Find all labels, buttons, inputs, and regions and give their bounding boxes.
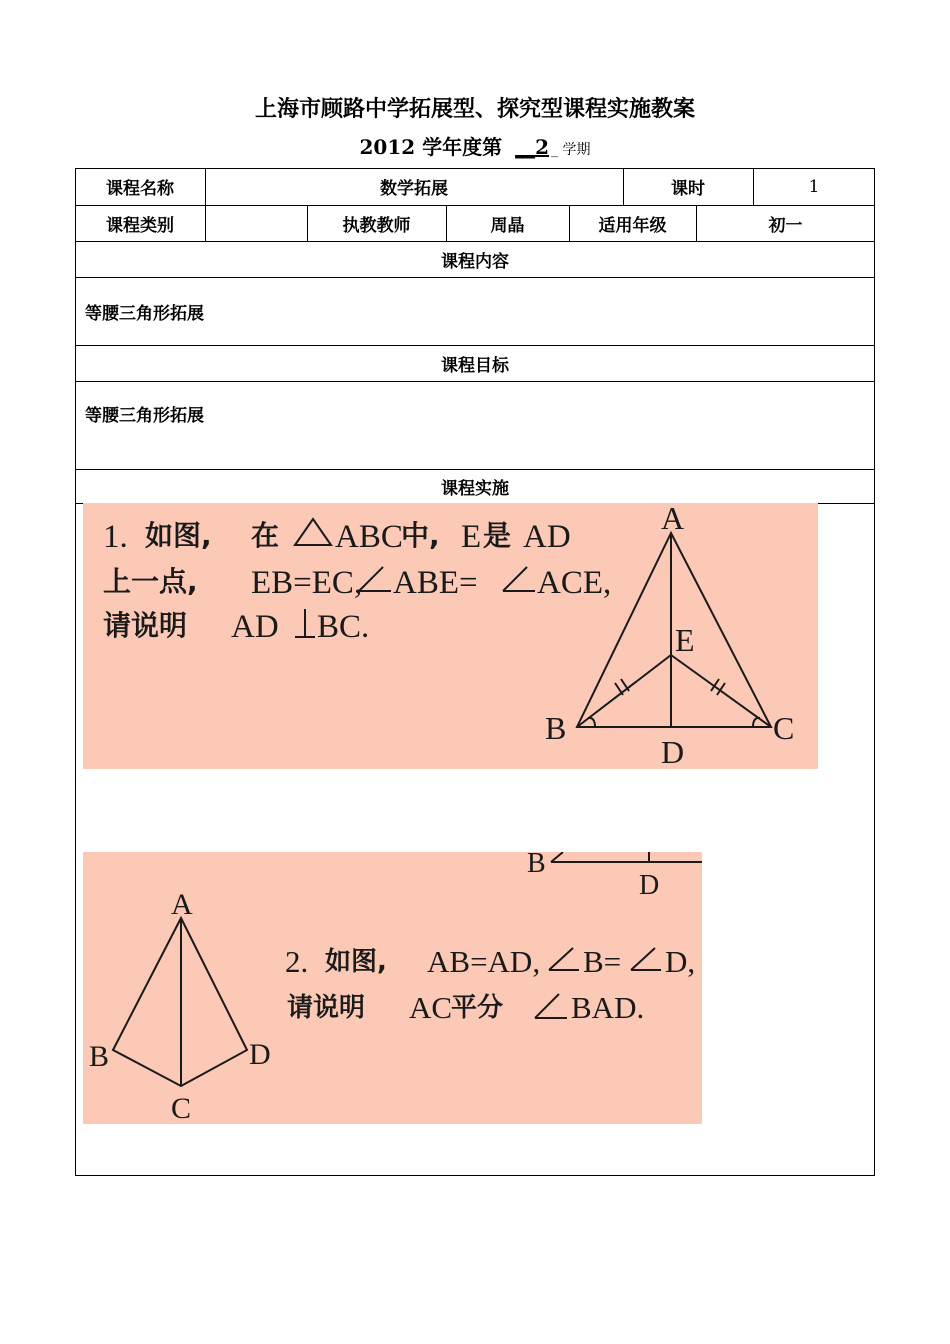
p1-cn3: 中, (401, 519, 440, 552)
p2-cn: 如图, (325, 947, 387, 977)
p1-tri: ABC (335, 519, 403, 555)
problem-2-image (83, 852, 702, 1124)
row-divider (75, 381, 875, 382)
angle-symbol-icon (631, 948, 661, 970)
hours-label: 课时 (671, 179, 705, 199)
term-line (0, 131, 950, 160)
angle-symbol-icon (503, 567, 535, 591)
term-prefix: 2012 学年度第 (359, 135, 510, 159)
p2-eq3: D, (665, 944, 696, 979)
problem-1-image (83, 503, 818, 769)
row-divider (75, 277, 875, 278)
category-label: 课程类别 (106, 215, 174, 236)
goal-header: 课程目标 (441, 355, 509, 376)
content-text: 等腰三角形拓展 (85, 303, 204, 324)
label-e: E (675, 622, 695, 658)
teacher-value: 周晶 (490, 215, 525, 236)
p1-cn4: 是 (483, 519, 512, 552)
p1-e: E (461, 519, 482, 555)
segment-ec (671, 655, 771, 727)
tick-marks (615, 679, 629, 695)
label-c: C (773, 710, 795, 746)
p1-ad: AD (523, 519, 571, 555)
triangle-abc (577, 533, 771, 727)
p1-line3-bc: BC. (317, 609, 370, 645)
p2-label-c: C (171, 1092, 192, 1124)
category-value (205, 205, 307, 241)
figure-1 (577, 533, 771, 727)
triangle-symbol-icon (295, 519, 331, 545)
grade-label: 适用年级 (598, 215, 667, 236)
label-a: A (661, 503, 685, 536)
p1-line3-cn: 请说明 (103, 609, 188, 642)
previous-figure-fragment (551, 852, 702, 862)
figure-2 (113, 918, 247, 1086)
course-name-label: 课程名称 (106, 179, 174, 199)
p1-num: 1. (103, 519, 128, 555)
page-title: 上海市顾路中学拓展型、探究型课程实施教案 (254, 96, 695, 122)
p2-line2-bad: BAD. (571, 990, 645, 1025)
fragment-label-b: B (527, 852, 546, 879)
p1-eq1: EB=EC, (251, 565, 363, 601)
p1-cn2: 在 (251, 519, 280, 552)
p2-eq2: B= (583, 944, 622, 979)
angle-symbol-icon (359, 567, 391, 591)
term-number: __2 (515, 135, 550, 159)
implementation-header: 课程实施 (441, 478, 509, 499)
p2-line2-cn1: 请说明 (287, 993, 366, 1023)
p1-cn1: 如图, (145, 519, 212, 552)
goal-text: 等腰三角形拓展 (85, 405, 204, 426)
p2-num: 2. (285, 944, 309, 979)
angle-symbol-icon (549, 948, 579, 970)
course-name: 数学拓展 (380, 179, 448, 199)
label-b: B (545, 710, 567, 746)
p1-eq2: ABE= (393, 565, 478, 601)
p2-label-b: B (89, 1040, 110, 1073)
perpendicular-symbol-icon (295, 609, 315, 637)
grade-value: 初一 (768, 215, 803, 236)
problem-2-svg (83, 852, 702, 1124)
p2-line2-cn2: 平分 (451, 993, 504, 1023)
content-header: 课程内容 (441, 251, 509, 272)
angle-arc-b (588, 718, 595, 727)
p1-line3-ad: AD (231, 609, 279, 645)
teacher-label: 执教教师 (342, 215, 411, 236)
p2-eq1: AB=AD, (427, 944, 541, 979)
label-d: D (661, 734, 685, 769)
segment-eb (577, 655, 671, 727)
p2-label-a: A (171, 888, 193, 921)
term-suffix: _ 学期 (551, 142, 591, 158)
p1-line2-cn: 上一点, (103, 565, 198, 598)
p1-eq3: ACE, (537, 565, 612, 601)
angle-symbol-icon (535, 994, 567, 1018)
problem-1-svg (83, 503, 818, 769)
hours-value: 1 (808, 176, 820, 197)
p2-line2-ac: AC (409, 990, 453, 1025)
fragment-label-d: D (639, 870, 660, 901)
p2-label-d: D (249, 1038, 271, 1071)
